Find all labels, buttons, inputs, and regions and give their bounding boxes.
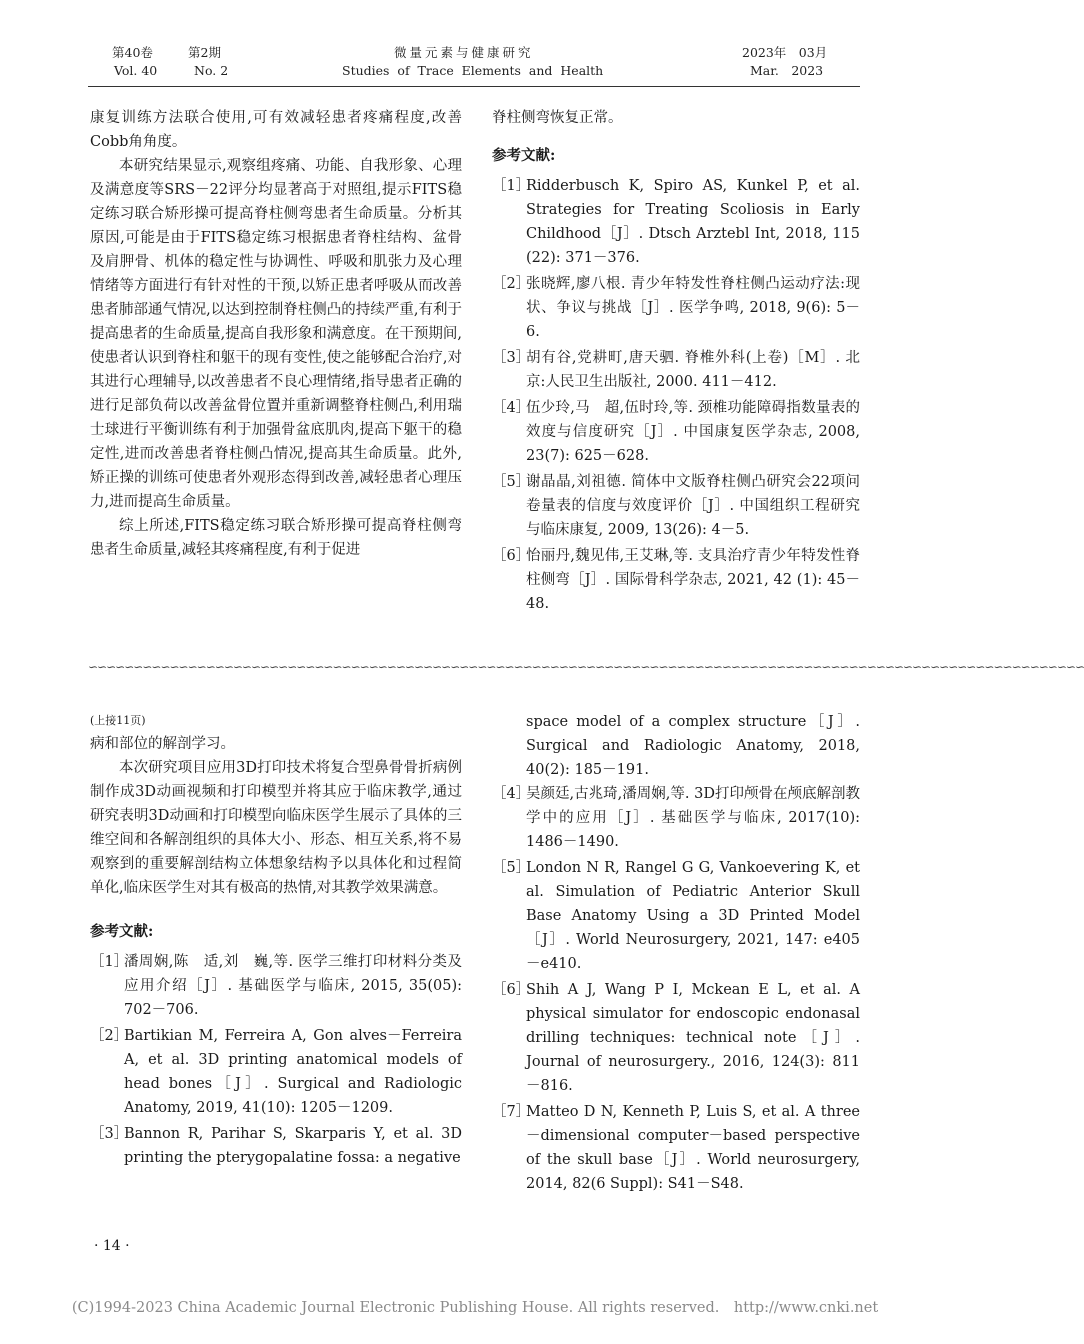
date-cn: 2023年 03月: [742, 45, 828, 60]
paragraph: 病和部位的解剖学习。: [90, 736, 235, 752]
reference-item: ［5］ London N R, Rangel G G, Vankoevering K, et al. Simulation of Pediatric Anterior Skull Base Anatomy Using a 3D Printed Model［J］. World Neurosurgery, 2021, 147: e405－e410.: [492, 860, 860, 972]
header-rule: [88, 86, 860, 87]
reference-item: ［2］ Bartikian M, Ferreira A, Gon alves－Ferreira A, et al. 3D printing anatomical models of head bones［J］. Surgical and Radiologic Anatomy, 2019, 41(10): 1205－1209.: [90, 1028, 462, 1116]
paragraph: 本次研究项目应用3D打印技术将复合型鼻骨骨折病例制作成3D动画视频和打印模型并将其应于临床教学,通过研究表明3D动画和打印模型向临床医学生展示了具体的三维空间和各解剖组织的具体大小、形态、相互关系,将不易观察到的重要解剖结构立体想象结构予以具体化和过程简单化,临床医学生对其有极高的热情,对其教学效果满意。: [90, 760, 462, 896]
references-title: 参考文献:: [90, 923, 154, 940]
reference-item: ［3］ 胡有谷,党耕町,唐天驷. 脊椎外科(上卷)［M］. 北京:人民卫生出版社, 2000. 411－412.: [492, 350, 860, 390]
reference-item: ［4］ 吴颜廷,古兆琦,潘周娴,等. 3D打印颅骨在颅底解剖教学中的应用［J］. 基础医学与临床, 2017(10): 1486－1490.: [492, 786, 860, 850]
continued-note: (上接11页): [90, 714, 146, 727]
journal-title-cn: 微量元素与健康研究: [394, 45, 534, 60]
bottom-left-column: [90, 732, 462, 1172]
journal-title-en: Studies of Trace Elements and Health: [342, 63, 604, 78]
section-divider: ∽∽∽∽∽∽∽∽∽∽∽∽∽∽∽∽∽∽∽∽∽∽∽∽∽∽∽∽∽∽∽∽∽∽∽∽∽∽∽∽∽∽∽∽∽∽∽∽∽∽∽∽∽∽∽∽∽∽∽∽∽∽∽∽∽∽∽∽∽∽∽∽∽∽∽∽∽∽∽∽∽∽∽∽∽∽∽∽∽∽∽∽∽∽∽∽∽∽∽∽∽∽∽∽∽∽∽∽∽∽: [88, 660, 1084, 674]
volume-cn: 第40卷: [112, 45, 153, 60]
date-en: Mar. 2023: [750, 63, 824, 78]
volume-en: Vol. 40: [114, 63, 158, 78]
copyright-footer: (C)1994-2023 China Academic Journal Electronic Publishing House. All rights reserved. http://www.cnki.net: [71, 1300, 879, 1316]
paragraph: 康复训练方法联合使用,可有效减轻患者疼痛程度,改善Cobb角角度。: [90, 110, 462, 150]
reference-item: ［1］ 潘周娴,陈 适,刘 巍,等. 医学三维打印材料分类及应用介绍［J］. 基础医学与临床, 2015, 35(05): 702－706.: [90, 954, 462, 1018]
reference-item: ［3］ Bannon R, Parihar S, Skarparis Y, et al. 3D printing the pterygopalatine fossa: a negative: [90, 1126, 462, 1166]
reference-item: ［4］ 伍少玲,马 超,伍时玲,等. 颈椎功能障碍指数量表的效度与信度研究［J］. 中国康复医学杂志, 2008, 23(7): 625－628.: [492, 400, 860, 464]
reference-item: ［6］ 怡丽丹,魏见伟,王艾琳,等. 支具治疗青少年特发性脊柱侧弯［J］. 国际骨科学杂志, 2021, 42 (1): 45－48.: [492, 548, 860, 612]
reference-item: ［5］ 谢晶晶,刘祖德. 简体中文版脊柱侧凸研究会22项问卷量表的信度与效度评价［J］. 中国组织工程研究与临床康复, 2009, 13(26): 4－5.: [492, 474, 860, 538]
page-number: · 14 ·: [94, 1238, 130, 1254]
bottom-right-column: [492, 710, 860, 1198]
reference-item: ［7］ Matteo D N, Kenneth P, Luis S, et al. A three－dimensional computer－based perspective of the skull base［J］. World neurosurgery, 2014, 82(6 Suppl): S41－S48.: [492, 1104, 860, 1192]
references-title: 参考文献:: [492, 147, 556, 164]
reference-item: ［1］ Ridderbusch K, Spiro AS, Kunkel P, et al. Strategies for Treating Scoliosis in Early Childhood［J］. Dtsch Arztebl Int, 2018, 115 (22): 371－376.: [492, 178, 860, 266]
paragraph: 本研究结果显示,观察组疼痛、功能、自我形象、心理及满意度等SRS－22评分均显著高于对照组,提示FITS稳定练习联合矫形操可提高脊柱侧弯患者生命质量。分析其原因,可能是由于FITS稳定练习根据患者脊柱结构、盆骨及肩胛骨、机体的稳定性与协调性、呼吸和肌张力及心理情绪等方面进行有针对性的干预,以矫正患者呼吸从而改善患者肺部通气情况,以达到控制脊柱侧凸的持续严重,有利于提高患者的生命质量,提高自我形象和满意度。在干预期间,使患者认识到脊柱和躯干的现有变性,使之能够配合治疗,对其进行心理辅导,以改善患者不良心理情绪,指导患者正确的进行足部负荷以改善盆骨位置并重新调整脊柱侧凸,利用瑞士球进行平衡训练有利于加强骨盆底肌肉,提高下躯干的稳定性,进而改善患者脊柱侧凸情况,提高其生命质量。此外,矫正操的训练可使患者外观形态得到改善,减轻患者心理压力,进而提高生命质量。: [90, 158, 462, 510]
paragraph: 脊柱侧弯恢复正常。: [492, 110, 623, 126]
issue-cn: 第2期: [188, 45, 221, 60]
paragraph: 综上所述,FITS稳定练习联合矫形操可提高脊柱侧弯患者生命质量,减轻其疼痛程度,有利于促进: [90, 518, 462, 558]
top-right-column: [492, 106, 860, 618]
top-left-column: [90, 106, 462, 562]
issue-en: No. 2: [194, 63, 229, 78]
reference-item: ［6］ Shih A J, Wang P I, Mckean E L, et al. A physical simulator for endoscopic endonasal drilling techniques: technical note［J］. Journal of neurosurgery., 2016, 124(3): 811－816.: [492, 982, 860, 1094]
reference-continuation: space model of a complex structure［J］. Surgical and Radiologic Anatomy, 2018, 40(2): 185－191.: [526, 714, 860, 778]
reference-item: ［2］ 张晓辉,廖八根. 青少年特发性脊柱侧凸运动疗法:现状、争议与挑战［J］. 医学争鸣, 2018, 9(6): 5－6.: [492, 276, 860, 340]
